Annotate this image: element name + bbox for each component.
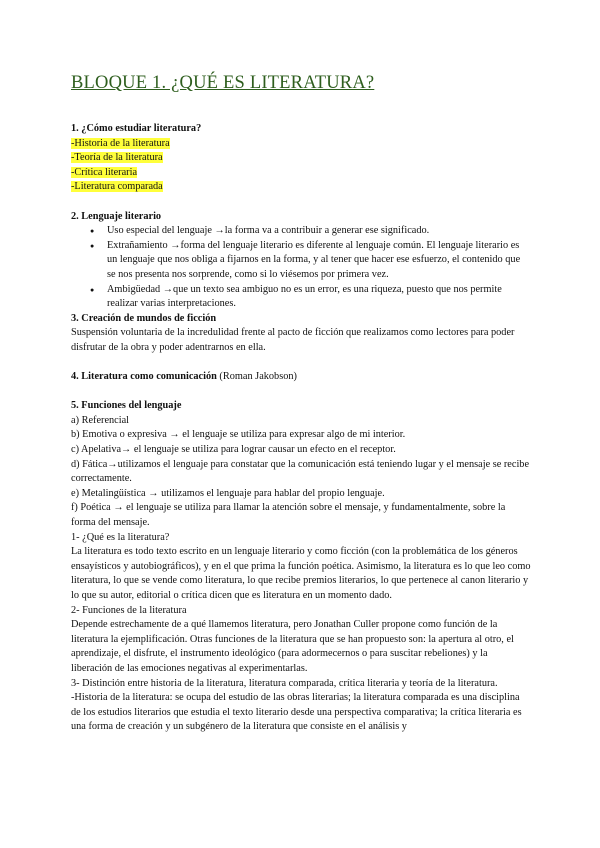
list-item	[71, 151, 531, 166]
page-title: BLOQUE 1. ¿QUÉ ES LITERATURA?	[71, 73, 375, 93]
bullet-item: ● Ambigüedad →que un texto sea ambiguo no es un error, es una riqueza, puesto que nos permite realizar varias interpretaciones.	[107, 283, 531, 312]
section-1	[71, 122, 531, 195]
highlighted-item: -Historia de la literatura	[71, 137, 170, 149]
question-2-text: Depende estrechamente de a qué llamemos literatura, pero Jonathan Culler propone como función de la literatura la ejemplificación. Otras funciones de la literatura que se han propuesto son: la apertura al otro, el aprendizaje, el disfrute, el instrumento ideológico (para adormecernos o para suscitar rebeliones) y la liberación de las emociones negativas al experimentarlas.	[71, 619, 514, 674]
list-item	[71, 137, 531, 152]
section-2	[71, 210, 531, 312]
section-4	[71, 370, 531, 385]
function-line: a) Referencial	[71, 414, 130, 426]
function-line: f) Poética → el lenguaje se utiliza para llamar la atención sobre el mensaje, y fundamentalmente, sobre la forma del mensaje.	[71, 502, 506, 529]
question-2	[71, 604, 531, 677]
function-line: b) Emotiva o expresiva → el lenguaje se utiliza para expresar algo de mi interior.	[71, 429, 406, 441]
list-item	[71, 166, 531, 181]
section-2-heading: 2. Lenguaje literario	[71, 210, 162, 222]
bullet-item: ● Extrañamiento →forma del lenguaje literario es diferente al lenguaje común. El lenguaje literario es un lenguaje que nos obliga a fijarnos en la forma, y al tener que hacer ese esfuerzo, el contenido que se nos presenta nos sorprende, como si lo viésemos por primera vez.	[107, 239, 531, 283]
question-1	[71, 531, 531, 604]
section-5	[71, 399, 531, 530]
bullet-item: ● Uso especial del lenguaje →la forma va a contribuir a generar ese significado.	[107, 224, 531, 239]
document-body	[71, 72, 531, 735]
section-5-heading: 5. Funciones del lenguaje	[71, 400, 182, 412]
section-3	[71, 312, 531, 356]
section-1-heading: 1. ¿Cómo estudiar literatura?	[71, 123, 202, 134]
function-line: e) Metalingüística → utilizamos el lenguaje para hablar del propio lenguaje.	[71, 487, 385, 499]
highlighted-item: -Literatura comparada	[71, 181, 163, 193]
highlighted-item: -Crítica literaria	[71, 166, 138, 178]
section-4-heading: 4. Literatura como comunicación	[71, 371, 217, 383]
list-item	[71, 180, 531, 195]
question-1-heading: 1- ¿Qué es la literatura?	[71, 531, 170, 543]
question-3	[71, 677, 531, 735]
function-line: c) Apelativa→ el lenguaje se utiliza para lograr causar un efecto en el receptor.	[71, 444, 396, 456]
highlighted-item: -Teoría de la literatura	[71, 152, 163, 164]
question-3-text: -Historia de la literatura: se ocupa del estudio de las obras literarias; la literatura comparada es una disciplina de los estudios literarios que estudia el texto literario desde una perspectiva comparativa; la crítica literaria es una forma de creación y un subgénero de la literatura que consiste en el análisis y	[71, 692, 522, 733]
function-line: d) Fática→utilizamos el lenguaje para constatar que la comunicación está teniendo lugar y el mensaje se recibe correctamente.	[71, 458, 530, 485]
section-3-text: Suspensión voluntaria de la incredulidad frente al pacto de ficción que realizamos como lectores para poder disfrutar de la obra y poder adentrarnos en ella.	[71, 327, 515, 353]
question-2-heading: 2- Funciones de la literatura	[71, 604, 187, 616]
question-1-text: La literatura es todo texto escrito en un lenguaje literario y como ficción (con la problemática de los géneros ensayísticos y autobiográficos), y en el que prima la función poética. Asimismo, la literatura es lo que leo como literatura, lo que se vende como literatura, lo que recibe premios literarios, lo que pertenece al canon literario y lo que su autor, editorial o crítica dicen que es literatura en un momento dado.	[71, 546, 531, 601]
question-3-heading: 3- Distinción entre historia de la literatura, literatura comparada, crítica literaria y teoría de la literatura.	[71, 677, 498, 689]
section-4-author: (Roman Jakobson)	[216, 371, 297, 383]
section-3-heading: 3. Creación de mundos de ficción	[71, 312, 217, 324]
bullet-list	[71, 224, 531, 312]
